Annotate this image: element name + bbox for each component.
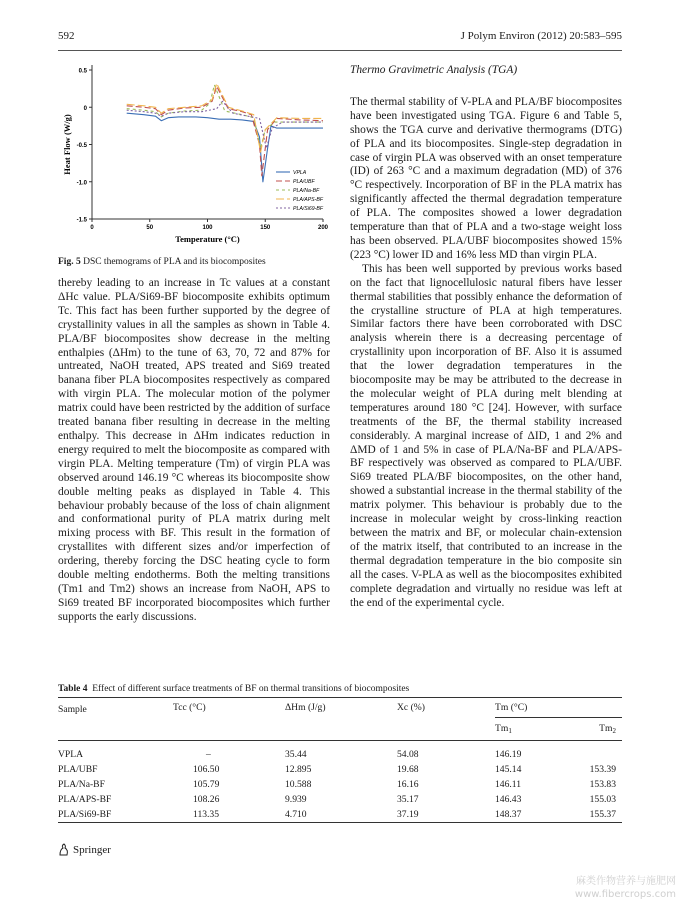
table-cell: 113.35 bbox=[193, 808, 220, 820]
figure-caption-label: Fig. 5 bbox=[58, 257, 81, 267]
watermark-line-1: 麻类作物营养与施肥网 bbox=[576, 876, 676, 887]
page-number: 592 bbox=[58, 30, 75, 42]
y-tick-label: 0.5 bbox=[78, 68, 87, 75]
y-tick-label: -0.5 bbox=[76, 143, 87, 149]
table-cell: 35.17 bbox=[397, 793, 419, 805]
legend-label: PLA/Si69-BF bbox=[293, 206, 323, 212]
table-cell: 145.14 bbox=[495, 763, 522, 775]
right-paragraph-1: The thermal stability of V-PLA and PLA/BF biocomposites have been investigated using TGA. Figure 6 and Table 5, shows the TGA curve and derivative thermograms (DTG) of PLA and its biocomposites. Single-step degradation in case of virgin PLA was observed with an onset temperature (ID) of 263 °C and a maximum degradation (MD) of 376 °C respectively. Incorporation of BF in the PLA matrix has significantly affected the thermal degradation temperature of PLA. The composites showed a lower degradation temperature than that of PLA and a two-stage weight loss has been observed. PLA/UBF biocomposites showed 15% (223 °C) lower ID and 16% less MD than virgin PLA. bbox=[350, 95, 622, 261]
table-row bbox=[58, 807, 622, 823]
figure-caption bbox=[58, 257, 266, 267]
right-paragraph-2: This has been well supported by previous works based on the fact that lignocellulosic natural fibers have lesser thermal stabilities that possibly enhance the deformation of the crystalline structure of PLA at high temperatures. Similar factors there have been corroborated with DSC analysis wherein there is a decreasing percentage of crystallinity upon incorporation of BF. Also it is assumed that the lower degradation temperatures in the biocomposite may be may be attributed to the decrease in the molecular weight of PLA during melt blending at temperatures around 180 °C [24]. However, with surface treatments of the BF, the thermal stability increased considerably. A marginal increase of ΔID, 1 and 2% and ΔMD of 1 and 5% in case of PLA/Na-BF and PLA/APS-BF respectively was observed as compared to PLA/UBF. Si69 treated PLA/BF biocomposites, on the other hand, showed a substantial increase in the thermal stability of the matrix polymer. This behaviour is probably due to the increase in molecular weight by cross-linking reaction between the matrix and BF, or molecular chain-extension of the matrix itself, that contributed to an increase in the thermal degradation temperature in the bio composite sin all the cases. V-PLA as well as the biocomposites exhibited complete degradation and virtually no residue was left at the end of the experimental cycle. bbox=[350, 262, 622, 609]
table-cell: 9.939 bbox=[285, 793, 307, 805]
header-rule bbox=[58, 50, 622, 51]
col-header-sample: Sample bbox=[58, 704, 87, 715]
table-cell: 146.43 bbox=[495, 793, 522, 805]
table-cell: 19.68 bbox=[397, 763, 419, 775]
table-cell: 155.37 bbox=[589, 808, 616, 820]
table-cell: 12.895 bbox=[285, 763, 312, 775]
dsc-thermogram-chart bbox=[58, 55, 348, 255]
table-cell: – bbox=[206, 748, 211, 760]
right-column bbox=[350, 64, 622, 610]
table-cell: 153.39 bbox=[589, 763, 616, 775]
publisher-footer bbox=[58, 843, 111, 856]
table-cell: 155.03 bbox=[589, 793, 616, 805]
table-cell: 4.710 bbox=[285, 808, 307, 820]
table-cell: 148.37 bbox=[495, 808, 522, 820]
x-tick-label: 200 bbox=[317, 225, 329, 231]
x-tick-label: 150 bbox=[260, 225, 271, 231]
table-cell: VPLA bbox=[58, 748, 84, 760]
table-cell: 105.79 bbox=[193, 778, 220, 790]
springer-horse-icon bbox=[58, 843, 69, 856]
col-header-tcc: Tcc (°C) bbox=[173, 702, 206, 713]
table-cell: 153.83 bbox=[589, 778, 616, 790]
col-header-tm: Tm (°C) bbox=[495, 701, 528, 713]
table-row bbox=[58, 792, 622, 807]
left-paragraph: thereby leading to an increase in Tc values at a constant ΔHc value. PLA/Si69-BF biocomposite exhibits optimum Tc. This fact has been further supported by the degree of crystallinity values in all the samples as shown in Table 4. PLA/BF biocomposites show decrease in the melting enthalpies (ΔHm) to the tune of 63, 70, 72 and 87% for untreated, NaOH treated, APS treated and Si69 treated banana fiber PLA biocomposites respectively as compared with virgin PLA. The molecular motion of the polymer matrix could have been restricted by the addition of surface treated banana fiber resulting in decrease in the melting enthalpy. This decrease in ΔHm indicates reduction in energy required to melt the biocomposite as compared with virgin PLA. Melting temperature (Tm) of virgin PLA was observed around 146.19 °C whereas its biocomposite show double melting peaks as displayed in Table 4. This behaviour probably because of the loss of chain alignment and conformational purity of PLA matrix during melt mixing process with BF. This result in the formation of crystallites with different sizes and/or imperfection of ordering, thereby forcing the DSC heating cycle to form double melting endotherms. Both the melting transitions (Tm1 and Tm2) shows an increase from NaOH, APS to Si69 treated BF incorporated biocomposites which further supports the early discussions. bbox=[58, 277, 330, 623]
y-tick-label: 0 bbox=[83, 105, 87, 112]
table-cell: PLA/UBF bbox=[58, 763, 98, 775]
table-cell: 54.08 bbox=[397, 748, 419, 760]
col-header-tm1: $Tm_1$ bbox=[495, 717, 560, 740]
series-line-pla-aps-bf bbox=[127, 83, 323, 152]
x-tick-label: 100 bbox=[202, 225, 213, 231]
table-4 bbox=[58, 697, 622, 823]
watermark-line-2: www.fibercrops.com bbox=[574, 889, 676, 900]
table-caption-label: Table 4 bbox=[58, 684, 88, 694]
table-cell: 146.19 bbox=[495, 748, 522, 760]
left-column bbox=[58, 277, 330, 625]
x-axis-label: Temperature (°C) bbox=[175, 234, 240, 244]
table-cell: 37.19 bbox=[397, 808, 419, 820]
table-caption bbox=[58, 684, 409, 694]
legend-label: PLA/Na-BF bbox=[293, 188, 320, 194]
table-cell: 10.588 bbox=[285, 778, 312, 790]
x-tick-label: 0 bbox=[90, 225, 94, 231]
legend-label: PLA/UBF bbox=[293, 179, 315, 185]
table-cell: 35.44 bbox=[285, 748, 307, 760]
y-tick-label: -1.5 bbox=[76, 217, 87, 224]
table-cell: 16.16 bbox=[397, 778, 419, 790]
y-tick-label: -1.0 bbox=[76, 180, 87, 187]
figure-caption-text: DSC themograms of PLA and its biocomposites bbox=[83, 257, 266, 267]
table-header-row bbox=[58, 698, 622, 718]
section-title-tga: Thermo Gravimetric Analysis (TGA) bbox=[350, 64, 518, 76]
legend-label: PLA/APS-BF bbox=[293, 197, 323, 203]
table-cell: PLA/APS-BF bbox=[58, 793, 112, 805]
legend-label: VPLA bbox=[293, 170, 307, 176]
col-header-xc: Xc (%) bbox=[397, 702, 425, 713]
table-cell: PLA/Na-BF bbox=[58, 778, 105, 790]
journal-citation: J Polym Environ (2012) 20:583–595 bbox=[460, 30, 622, 42]
table-cell: 106.50 bbox=[193, 763, 220, 775]
table-cell: 146.11 bbox=[495, 778, 522, 790]
table-cell: 108.26 bbox=[193, 793, 220, 805]
table-caption-text: Effect of different surface treatments of BF on thermal transitions of biocomposites bbox=[92, 684, 410, 694]
series-line-pla-si69-bf bbox=[127, 101, 323, 148]
table-row bbox=[58, 740, 622, 762]
y-axis-label: Heat Flow (W/g) bbox=[62, 114, 72, 175]
table-cell bbox=[560, 740, 622, 762]
col-header-tm2: $Tm_2$ bbox=[560, 717, 622, 740]
x-tick-label: 50 bbox=[146, 225, 154, 231]
publisher-name: Springer bbox=[73, 843, 111, 856]
col-header-hm: ΔHm (J/g) bbox=[285, 702, 326, 713]
table-row bbox=[58, 762, 622, 777]
table-cell: PLA/Si69-BF bbox=[58, 808, 112, 820]
watermark bbox=[575, 875, 676, 901]
table-subheader-row bbox=[58, 717, 622, 740]
table-row bbox=[58, 777, 622, 792]
